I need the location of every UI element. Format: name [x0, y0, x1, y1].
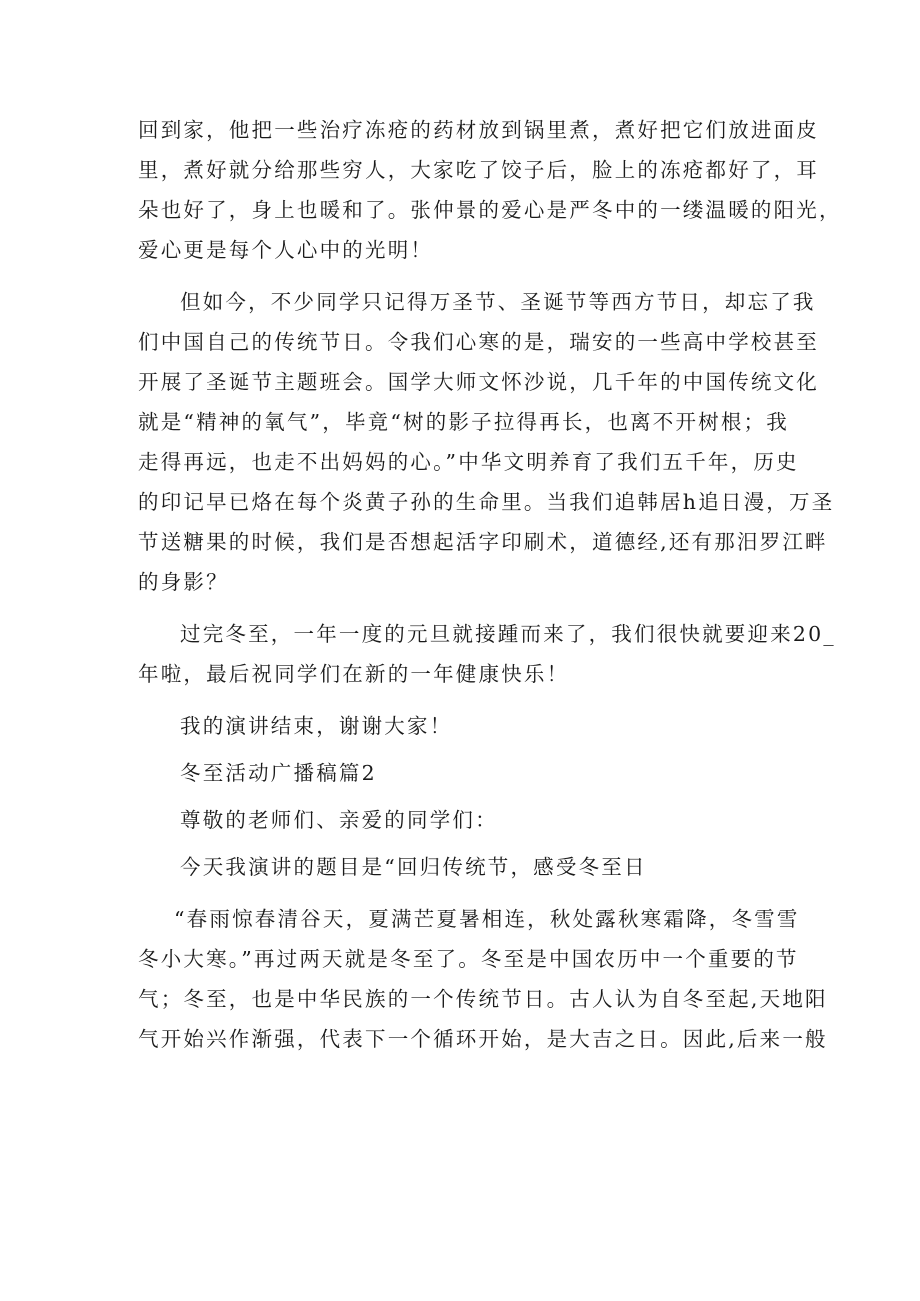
- speech-closing: 我的演讲结束，谢谢大家！: [180, 714, 453, 738]
- paragraph-gap: [138, 840, 798, 847]
- text-line: 气开始兴作渐强，代表下一个循环开始，是大吉之日。因此,后来一般: [138, 1027, 828, 1051]
- paragraph-zhang-zhongjing: [138, 110, 842, 270]
- paragraph-new-year: [138, 614, 836, 694]
- text-line: 冬小大寒。”再过两天就是冬至了。冬至是中国农历中一个重要的节: [138, 947, 799, 971]
- text-line: 年啦，最后祝同学们在新的一年健康快乐！: [138, 662, 570, 686]
- paragraph-gap: [138, 887, 798, 899]
- text-line: 的印记早已烙在每个炎黄子孙的生命里。当我们追韩居h追日漫，万圣: [138, 490, 835, 514]
- paragraph-western-festivals: [138, 282, 835, 602]
- text-line: 节送糖果的时候，我们是否想起活字印刷术，道德经,还有那汨罗江畔: [138, 530, 828, 554]
- paragraph-gap: [138, 694, 798, 706]
- text-line: 们中国自己的传统节日。令我们心寒的是，瑞安的一些高中学校甚至: [138, 330, 819, 354]
- paragraph-gap: [138, 602, 798, 614]
- section-heading: 冬至活动广播稿篇2: [180, 761, 377, 785]
- salutation: 尊敬的老师们、亲爱的同学们：: [180, 808, 498, 832]
- text-line: 走得再远，也走不出妈妈的心。”中华文明养育了我们五千年，历史: [138, 450, 799, 474]
- text-line: 气；冬至，也是中华民族的一个传统节日。古人认为自冬至起,天地阳: [138, 987, 828, 1011]
- text-line: 里，煮好就分给那些穷人，大家吃了饺子后，脸上的冻疮都好了，耳: [138, 158, 819, 182]
- text-line: 回到家，他把一些治疗冻疮的药材放到锅里煮，煮好把它们放进面皮: [138, 118, 819, 142]
- text-line: 过完冬至，一年一度的元旦就接踵而来了，我们很快就要迎来20_: [180, 622, 836, 646]
- paragraph-solar-terms: [138, 899, 828, 1059]
- document-body: [138, 110, 842, 1059]
- text-line: 朵也好了，身上也暖和了。张仲景的爱心是严冬中的一缕温暖的阳光，: [138, 198, 842, 222]
- paragraph-gap: [138, 793, 798, 800]
- text-line: 的身影？: [138, 570, 229, 594]
- speech-topic: 今天我演讲的题目是“回归传统节，感受冬至日: [180, 855, 647, 879]
- text-line: 开展了圣诞节主题班会。国学大师文怀沙说，几千年的中国传统文化: [138, 370, 819, 394]
- text-line: 就是“精神的氧气”，毕竟“树的影子拉得再长，也离不开树根；我: [138, 410, 789, 434]
- paragraph-gap: [138, 746, 798, 753]
- text-line: “春雨惊春清谷天，夏满芒夏暑相连，秋处露秋寒霜降，冬雪雪: [174, 907, 800, 931]
- paragraph-gap: [138, 270, 798, 282]
- text-line: 但如今，不少同学只记得万圣节、圣诞节等西方节日，却忘了我: [180, 290, 816, 314]
- text-line: 爱心更是每个人心中的光明！: [138, 238, 434, 262]
